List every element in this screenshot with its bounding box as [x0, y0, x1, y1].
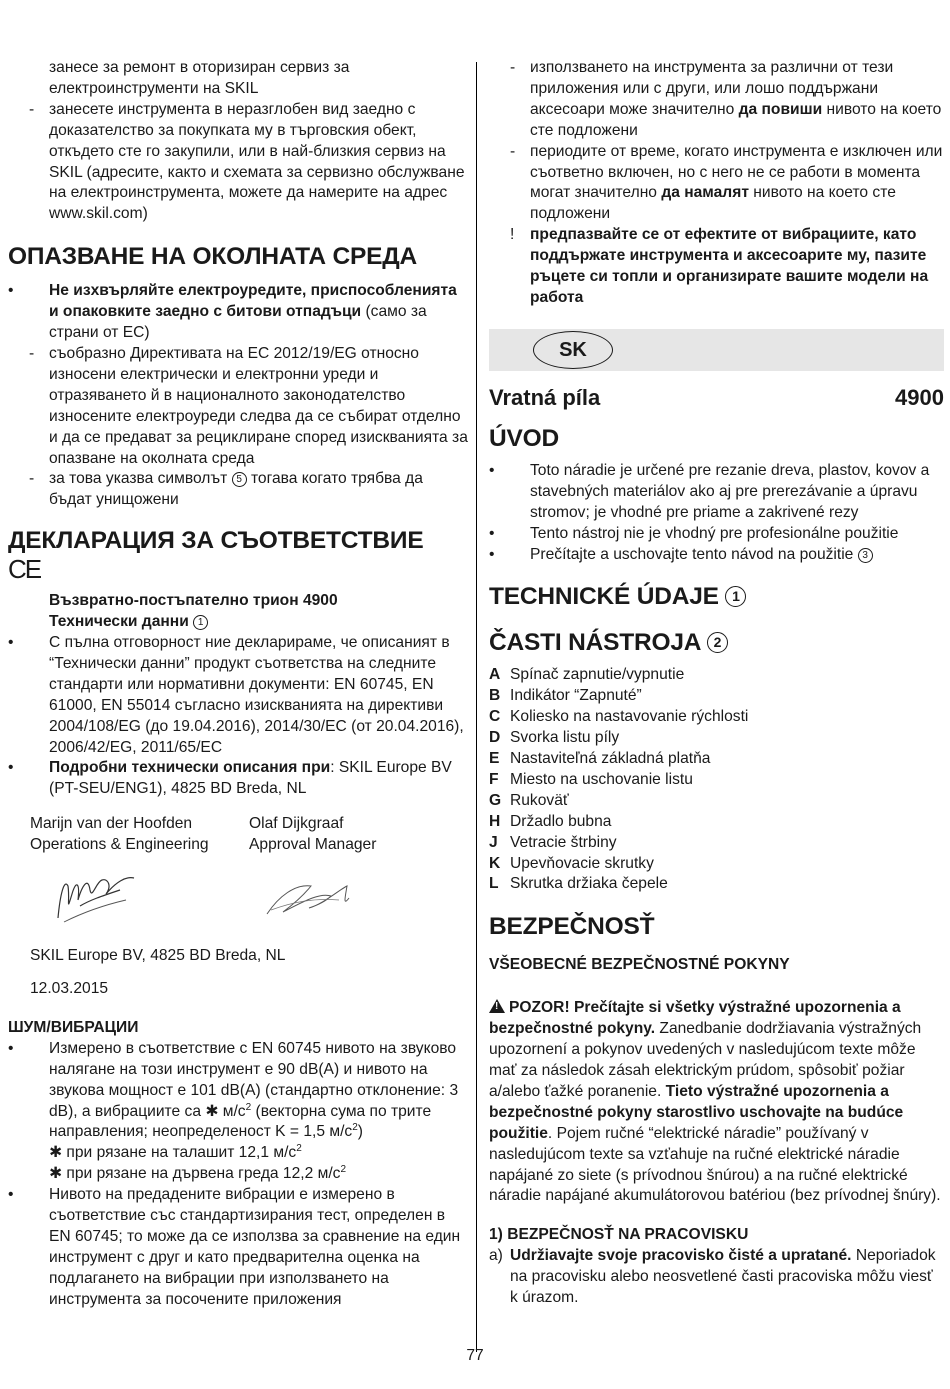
list-item: • Tento nástroj nie je vhodný pre profesionálne použitie	[489, 524, 899, 542]
signatory-role: Operations & Engineering	[30, 836, 209, 854]
part-item: D Svorka listu píly	[489, 729, 620, 747]
list-item: • Измерено в съответствие с EN 60745 нивото на звуково налягане на този инструмент е 90 dB(A) и нивото на звукова мощност е 101 dB(A) (стандартно отклонение: 3 dB), а вибрациите са ✱ $м/с^2$ (векторна сума по трите направления; неопределеност K = 1,5 $м/с^2$)	[8, 1039, 459, 1141]
safety-subheading: VŠEOBECNÉ BEZPEČNOSTNÉ POKYNY	[489, 956, 790, 974]
list-item: a) Udržiavajte svoje pracovisko čisté a upratané. Neporiadok na pracovisku alebo neosvetlené časti pracoviska môžu viesť k úrazom.	[489, 1247, 936, 1307]
figure-ref: 1	[725, 586, 746, 607]
list-item: - периодите от време, когато инструмента е изключен или съответно включен, но с него не се работи в момента могат значително да намалят нивото на което сте подложени	[510, 142, 943, 223]
star-icon: ✱	[205, 1102, 219, 1120]
product-title: Vratná píla	[489, 384, 601, 410]
product-model: 4900	[895, 384, 944, 410]
page-number: 77	[466, 1347, 484, 1364]
right-column	[489, 58, 944, 1309]
list-item: ! предпазвайте се от ефектите от вибрациите, като поддържате инструмента и аксесоарите му, пазите ръцете си топли и организирате вашите модели на работа	[510, 226, 929, 306]
product-title-row	[489, 385, 944, 411]
section-heading-parts: ČASTI NÁSTROJA 2	[489, 629, 944, 657]
vibration-value: ✱ при рязане на дървена греда 12,2 $м/с^2$	[49, 1164, 347, 1183]
ce-mark: CE	[8, 554, 41, 585]
part-item: K Upevňovacie skrutky	[489, 854, 654, 872]
declaration-subtitle: Възвратно-постъпателно трион 4900	[49, 592, 338, 610]
signature-2	[249, 856, 468, 936]
signature-images	[8, 856, 468, 936]
list-item: • Подробни технически описания при: SKIL Europe BV (PT-SEU/ENG1), 4825 BD Breda, NL	[8, 759, 452, 798]
safety-warning: !POZOR! Prečítajte si všetky výstražné upozornenia a bezpečnostné pokyny. Zanedbanie dodržiavania výstražných upozornení a pokynov uvedených v nasledujúcom texte môže mať za následok zásah elektrickým prúdom, spôsobiť požiar a/alebo ťažké poranenie. Tieto výstražné upozornenia a bezpečnostné pokyny starostlivo uschovajte na budúce použitie. Pojem ručné “elektrické náradie” používaný v nasledujúcom texte sa vzťahuje na ručné elektrické náradie napájané zo siete (s prívodnou šnúrou) a na ručné elektrické náradie napájané akumulátorovou batériou (bez prívodnej šnúry).	[489, 998, 944, 1207]
signatory-name: Marijn van der Hoofden	[30, 815, 193, 833]
language-badge: SK	[533, 331, 613, 369]
signatories	[8, 814, 468, 856]
list-item: • Toto náradie je určené pre rezanie dreva, plastov, kovov a stavebných materiálov ako aj pre prerezávanie a úpravu stromov; je vhodné pre priame a zakrivené rezy	[489, 461, 930, 521]
signatory-role: Approval Manager	[249, 836, 377, 854]
section-heading-noise: ШУМ/ВИБРАЦИИ	[8, 1018, 139, 1036]
warning-icon	[489, 999, 505, 1013]
section-heading-safety: BEZPEČNOSŤ	[489, 913, 655, 941]
vibration-value: ✱ при рязане на талашит 12,1 $м/с^2$	[49, 1143, 302, 1162]
section-heading-tech: TECHNICKÉ ÚDAJE 1	[489, 583, 944, 611]
figure-ref: 3	[858, 548, 873, 563]
star-icon: ✱	[49, 1144, 63, 1162]
work-area-heading: 1) BEZPEČNOSŤ NA PRACOVISKU	[489, 1226, 749, 1244]
list-item: • С пълна отговорност ние декларираме, че описаният в “Технически данни” продукт съответства на следните стандарти или нормативни документи: EN 60745, EN 61000, EN 55014 съгласно изискванията на директиви 2004/108/EG (до 19.04.2016), 2014/30/ЕС (от 20.04.2016), 2006/42/EG, 2011/65/ЕС	[8, 634, 464, 756]
intro-line-1: занесе за ремонт в оторизиран сервиз за	[49, 59, 350, 76]
list-item: • Не изхвърляйте електроуредите, приспособленията и опаковките заедно с битови отпадъци (само за страни от ЕС)	[8, 282, 457, 342]
figure-ref: 2	[707, 632, 728, 653]
part-item: L Skrutka držiaka čepele	[489, 875, 668, 893]
language-bar	[489, 329, 944, 371]
section-heading-declaration: ДЕКЛАРАЦИЯ ЗА СЪОТВЕТСТВИЕ	[8, 527, 424, 555]
part-item: H Držadlo bubna	[489, 812, 612, 830]
part-item: E Nastaviteľná základná platňa	[489, 750, 711, 768]
parts-list	[489, 665, 944, 895]
part-item: F Miesto na uschovanie listu	[489, 770, 693, 788]
left-column	[8, 58, 468, 1311]
figure-ref: 5	[232, 472, 247, 487]
section-heading-environment: ОПАЗВАНЕ НА ОКОЛНАТА СРЕДА	[8, 243, 417, 271]
declaration-date: 12.03.2015	[30, 980, 109, 997]
part-item: B Indikátor “Zapnuté”	[489, 687, 642, 705]
column-divider	[476, 62, 477, 1352]
figure-ref: 1	[193, 615, 208, 630]
signature-1	[30, 856, 249, 936]
list-item: - съобразно Директивата на ЕС 2012/19/EG относно износени електрически и електронни уреди и отразяването й в националното законодателство износените електроуреди следва да се събират отделно и да се предават за рециклиране според изискванията за опазване на околната среда	[29, 344, 468, 467]
part-item: A Spínač zapnutie/vypnutie	[489, 666, 685, 684]
part-item: G Rukoväť	[489, 791, 569, 809]
list-item: - за това указва символът 5 тогава когато трябва да бъдат унищожени	[29, 470, 423, 509]
star-icon: ✱	[49, 1165, 63, 1183]
signatory-name: Olaf Dijkgraaf	[249, 815, 344, 833]
part-item: C Koliesko na nastavovanie rýchlosti	[489, 708, 749, 726]
list-item: • Нивото на предадените вибрации е измерено в съответствие със стандартизирания тест, определен в EN 60745; то може да се използва за сравнение на един инструмент с друг и като предварителна оценка на подлагането на вибрации при използването на инструмента за посочените приложения	[8, 1186, 461, 1308]
section-heading-intro: ÚVOD	[489, 424, 559, 452]
intro-line-2: електроинструменти на SKIL	[49, 79, 259, 97]
part-item: J Vetracie štrbiny	[489, 833, 617, 851]
declaration-tech-data: Технически данни 1	[8, 612, 468, 633]
company-address: SKIL Europe BV, 4825 BD Breda, NL	[30, 947, 286, 965]
list-item: - използването на инструмента за различни от тези приложения или с други, или лошо поддържани аксесоари може значително да повиши нивото на което сте подложени	[510, 59, 942, 139]
list-item: • Prečítajte a uschovajte tento návod na použitie 3	[489, 545, 944, 566]
list-item: - занесете инструмента в неразглобен вид заедно с доказателство за покупката му в търговския обект, откъдето сте го закупили, или в най-близкия сервиз на SKIL (адресите, както и схемата за сервизно обслужване на електроинструмента, можете да намерите на адрес www.skil.com)	[29, 100, 465, 223]
